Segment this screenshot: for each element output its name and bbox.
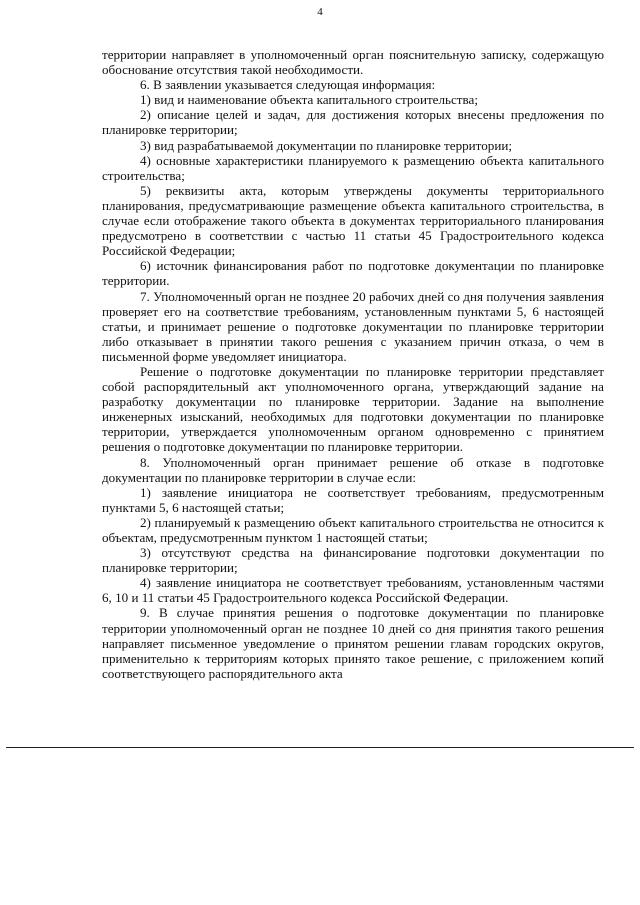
paragraph: 6. В заявлении указывается следующая информация: (140, 77, 436, 93)
paragraph: Решение о подготовке документации по планировке территории представляет собой распорядительный акт уполномоченного органа, утверждающий задание на разработку документации по планировке территории. Задание на выполнение инженерных изысканий, необходимых для подготовки документации по планировке территории, утверждается уполномоченным органом одновременно с принятием решения о подготовке документации по планировке территории. (102, 363, 604, 455)
paragraph: 9. В случае принятия решения о подготовке документации по планировке территории уполномоченный орган не позднее 10 дней со дня принятия такого решения направляет письменное уведомление о принятом решении главам городских округов, применительно к территориям которых принято такое решение, с приложением копий соответствующего распорядительного акта (102, 605, 604, 681)
list-item: 2) описание целей и задач, для достижения которых внесены предложения по планировке территории; (102, 107, 604, 138)
paragraph: 8. Уполномоченный орган принимает решение об отказе в подготовке документации по планировке территории в случае если: (102, 454, 604, 485)
paragraph: территории направляет в уполномоченный орган пояснительную записку, содержащую обоснование отсутствия такой необходимости. (102, 47, 604, 78)
list-item: 2) планируемый к размещению объект капитального строительства не относится к объектам, предусмотренным пунктом 1 настоящей статьи; (102, 514, 604, 545)
list-item: 6) источник финансирования работ по подготовке документации по планировке территории. (102, 258, 604, 289)
list-item: 3) отсутствуют средства на финансирование подготовки документации по планировке территории; (102, 545, 604, 576)
page-bottom-rule (6, 747, 634, 748)
list-item: 3) вид разрабатываемой документации по планировке территории; (140, 137, 512, 153)
list-item: 5) реквизиты акта, которым утверждены документы территориального планирования, предусматривающие размещение объекта капитального строительства, в случае если отображение такого объекта в документах территориального планирования предусмотрено в соответствии с частью 11 статьи 45 Градостроительного кодекса Российской Федерации; (102, 182, 604, 259)
paragraph: 7. Уполномоченный орган не позднее 20 рабочих дней со дня получения заявления проверяет его на соответствие требованиям, установленным пунктами 5, 6 настоящей статьи, и принимает решение о подготовке документации по планировке территории либо отказывает в принятии такого решения с указанием причин отказа, о чем в письменной форме уведомляет инициатора. (102, 288, 604, 364)
list-item: 1) вид и наименование объекта капитального строительства; (140, 92, 478, 108)
list-item: 4) заявление инициатора не соответствует требованиям, установленным частями 6, 10 и 11 статьи 45 Градостроительного кодекса Российской Федерации. (102, 575, 604, 606)
list-item: 4) основные характеристики планируемого к размещению объекта капитального строительства; (102, 152, 604, 183)
document-body (102, 47, 604, 681)
list-item: 1) заявление инициатора не соответствует требованиям, предусмотренным пунктами 5, 6 настоящей статьи; (102, 484, 604, 515)
page-number: 4 (317, 6, 323, 18)
